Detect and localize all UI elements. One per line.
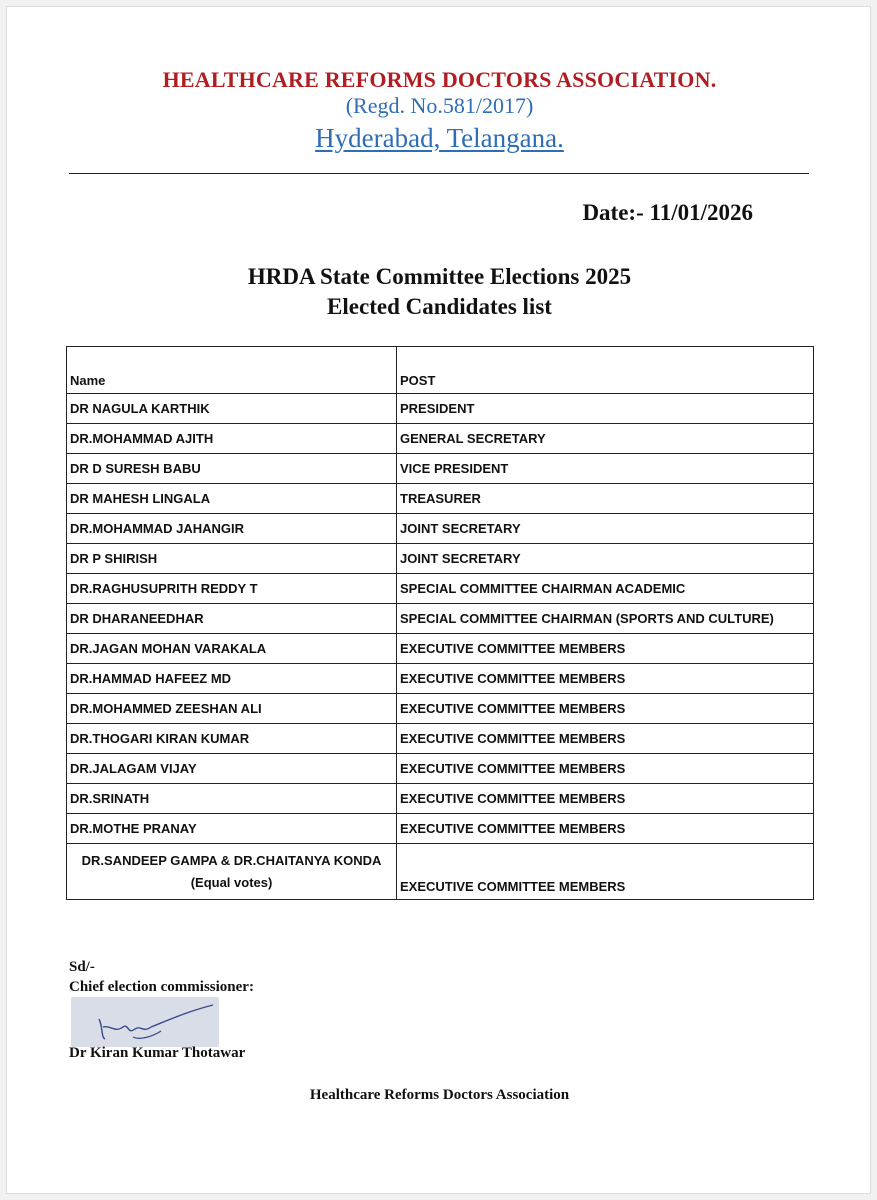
candidate-post: EXECUTIVE COMMITTEE MEMBERS	[397, 724, 814, 754]
tie-note: (Equal votes)	[190, 874, 273, 890]
candidate-post: VICE PRESIDENT	[397, 454, 814, 484]
title-line-1: HRDA State Committee Elections 2025	[247, 264, 632, 289]
candidate-name: DR.HAMMAD HAFEEZ MD	[67, 664, 397, 694]
candidate-name: DR.RAGHUSUPRITH REDDY T	[67, 574, 397, 604]
title-line-2: Elected Candidates list	[327, 294, 552, 319]
candidate-post: EXECUTIVE COMMITTEE MEMBERS	[397, 694, 814, 724]
candidate-name: DR.JAGAN MOHAN VARAKALA	[67, 634, 397, 664]
candidate-name: DR DHARANEEDHAR	[67, 604, 397, 634]
signer-name: Dr Kiran Kumar Thotawar	[69, 1045, 246, 1061]
candidate-post: TREASURER	[397, 484, 814, 514]
org-name: HEALTHCARE REFORMS DOCTORS ASSOCIATION.	[162, 67, 717, 92]
candidate-name: DR NAGULA KARTHIK	[67, 394, 397, 424]
table-row	[67, 424, 814, 454]
candidate-name	[67, 844, 397, 900]
sd-mark: Sd/-	[69, 959, 95, 975]
table-row	[67, 574, 814, 604]
document-date: Date:- 11/01/2026	[582, 200, 753, 225]
table-row	[67, 814, 814, 844]
header-divider	[69, 173, 809, 174]
elected-candidates-table	[66, 346, 814, 900]
commissioner-role: Chief election commissioner:	[69, 979, 254, 995]
table-row	[67, 544, 814, 574]
candidate-post: EXECUTIVE COMMITTEE MEMBERS	[397, 844, 814, 900]
table-row	[67, 454, 814, 484]
signature-image	[71, 997, 219, 1047]
candidate-post: GENERAL SECRETARY	[397, 424, 814, 454]
candidate-post: EXECUTIVE COMMITTEE MEMBERS	[397, 814, 814, 844]
location-link[interactable]: Hyderabad, Telangana.	[315, 123, 564, 153]
table-row	[67, 634, 814, 664]
candidate-name: DR.THOGARI KIRAN KUMAR	[67, 724, 397, 754]
table-row	[67, 484, 814, 514]
candidate-name: DR.SRINATH	[67, 784, 397, 814]
candidate-post: SPECIAL COMMITTEE CHAIRMAN ACADEMIC	[397, 574, 814, 604]
table-row	[67, 394, 814, 424]
table-row	[67, 604, 814, 634]
candidate-post: PRESIDENT	[397, 394, 814, 424]
footer-org: Healthcare Reforms Doctors Association	[309, 1087, 570, 1103]
candidate-post: JOINT SECRETARY	[397, 514, 814, 544]
candidate-name: DR.JALAGAM VIJAY	[67, 754, 397, 784]
candidate-name: DR.MOHAMMAD JAHANGIR	[67, 514, 397, 544]
header-name: Name	[67, 347, 397, 394]
table-row	[67, 844, 814, 900]
document-page	[6, 6, 871, 1194]
table-row	[67, 694, 814, 724]
table-row	[67, 784, 814, 814]
header-post: POST	[397, 347, 814, 394]
table-row	[67, 754, 814, 784]
table-row	[67, 724, 814, 754]
candidate-name: DR MAHESH LINGALA	[67, 484, 397, 514]
candidate-post: JOINT SECRETARY	[397, 544, 814, 574]
table-row	[67, 664, 814, 694]
candidate-name: DR D SURESH BABU	[67, 454, 397, 484]
candidate-name: DR P SHIRISH	[67, 544, 397, 574]
registration-number: (Regd. No.581/2017)	[345, 93, 534, 118]
signature-scribble	[71, 997, 219, 1047]
candidate-name: DR.MOTHE PRANAY	[67, 814, 397, 844]
candidate-post: SPECIAL COMMITTEE CHAIRMAN (SPORTS AND CULTURE)	[397, 604, 814, 634]
candidate-post: EXECUTIVE COMMITTEE MEMBERS	[397, 634, 814, 664]
candidate-post: EXECUTIVE COMMITTEE MEMBERS	[397, 784, 814, 814]
candidate-name: DR.MOHAMMED ZEESHAN ALI	[67, 694, 397, 724]
document-title	[7, 262, 872, 322]
candidate-post: EXECUTIVE COMMITTEE MEMBERS	[397, 754, 814, 784]
tied-candidates: DR.SANDEEP GAMPA & DR.CHAITANYA KONDA	[81, 852, 382, 868]
table-header-row	[67, 347, 814, 394]
candidate-post: EXECUTIVE COMMITTEE MEMBERS	[397, 664, 814, 694]
table-row	[67, 514, 814, 544]
candidate-name: DR.MOHAMMAD AJITH	[67, 424, 397, 454]
